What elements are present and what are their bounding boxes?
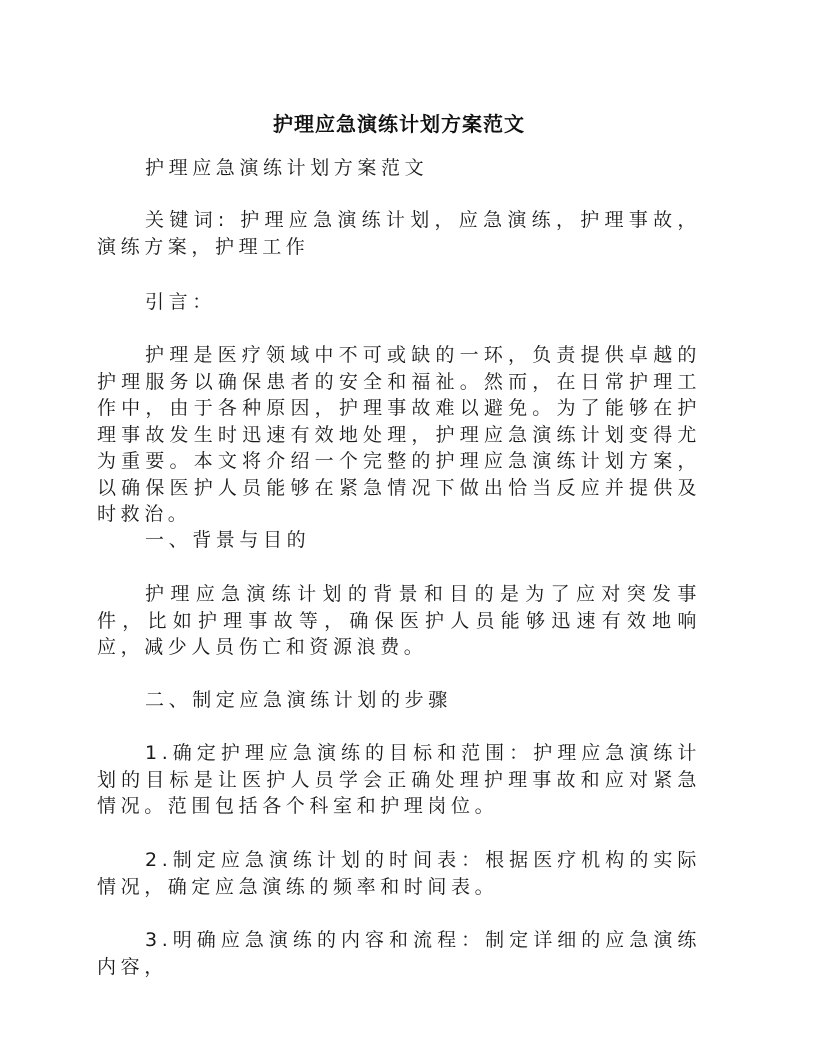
keywords-paragraph: 关键词: 护理应急演练计划，应急演练，护理事故，演练方案，护理工作: [97, 209, 701, 258]
background-paragraph: 护理应急演练计划的背景和目的是为了应对突发事件，比如护理事故等，确保医护人员能够迅速有效地响应，减少人员伤亡和资源浪费。: [97, 583, 701, 658]
step-1-paragraph: 1.确定护理应急演练的目标和范围：护理应急演练计划的目标是让医护人员学会正确处理护理事故和应对紧急情况。范围包括各个科室和护理岗位。: [97, 742, 701, 817]
step-2-paragraph: 2.制定应急演练计划的时间表：根据医疗机构的实际情况，确定应急演练的频率和时间表。: [97, 849, 701, 898]
section-heading-steps: 二、制定应急演练计划的步骤: [145, 689, 452, 711]
step-3-paragraph: 3.明确应急演练的内容和流程：制定详细的应急演练内容，: [97, 929, 701, 978]
document-title: 护理应急演练计划方案范文: [273, 112, 525, 136]
section-heading-background: 一、背景与目的: [145, 529, 311, 551]
intro-paragraph: 护理是医疗领域中不可或缺的一环，负责提供卓越的护理服务以确保患者的安全和福祉。然而，在日常护理工作中，由于各种原因，护理事故难以避免。为了能够在护理事故发生时迅速有效地处理，护理应急演练计划变得尤为重要。本文将介绍一个完整的护理应急演练计划方案，以确保医护人员能够在紧急情况下做出恰当反应并提供及时救治。: [97, 344, 701, 525]
intro-heading: 引言：: [145, 291, 216, 313]
subtitle-paragraph: 护理应急演练计划方案范文: [145, 157, 429, 179]
